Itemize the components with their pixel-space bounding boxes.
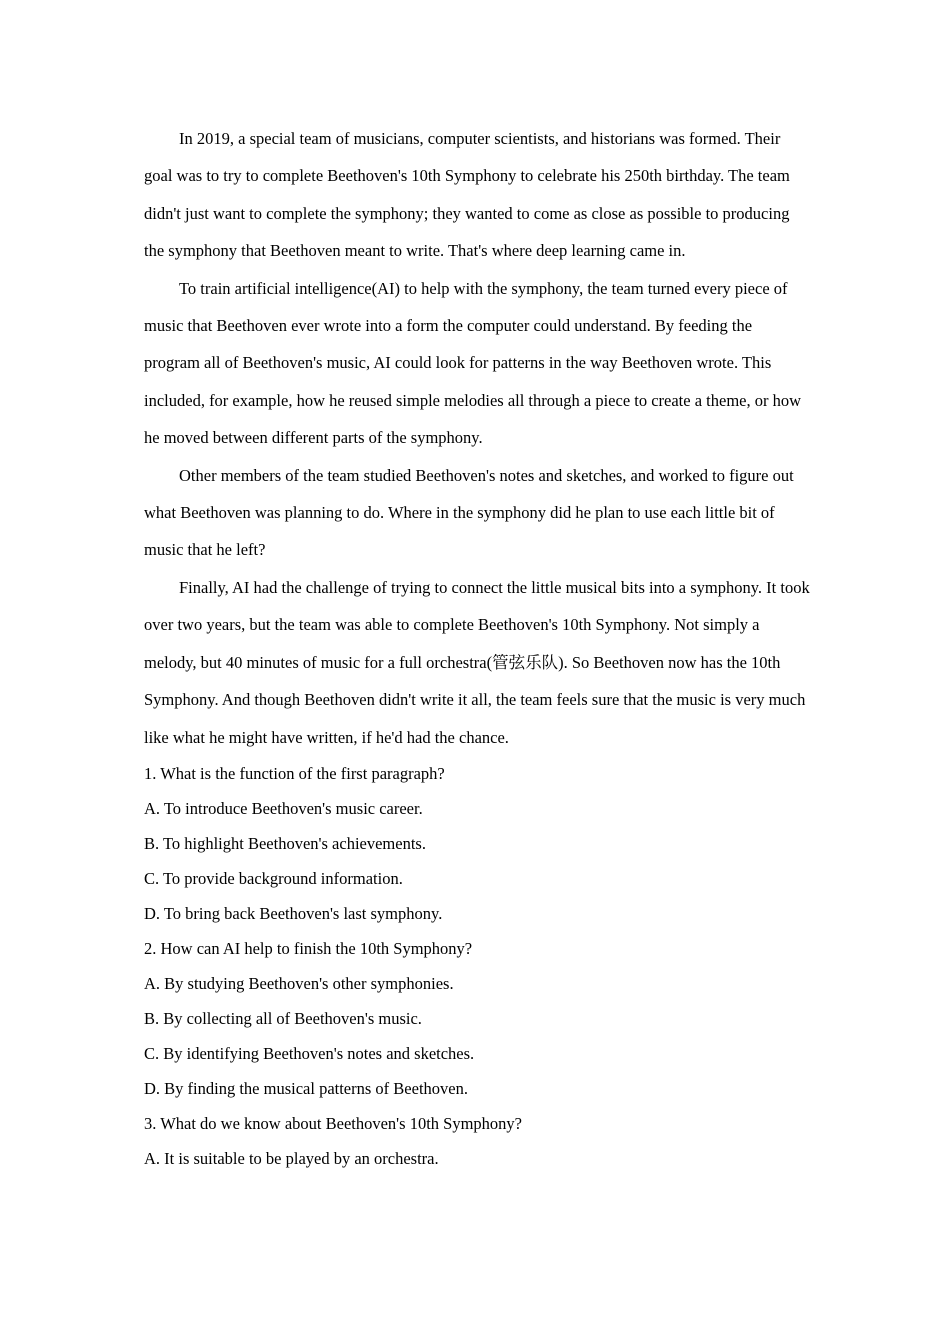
question-stem: 3. What do we know about Beethoven's 10th Symphony? <box>144 1113 522 1133</box>
question-3 <box>144 1106 810 1176</box>
question-stem: 2. How can AI help to finish the 10th Symphony? <box>144 938 473 958</box>
option-b: B. By collecting all of Beethoven's music. <box>144 1008 422 1028</box>
passage-paragraph-2: To train artificial intelligence(AI) to help with the symphony, the team turned every piece of music that Beethoven ever wrote into a form the computer could understand. By feeding the program all of Beethoven's music, AI could look for patterns in the way Beethoven wrote. This included, for example, how he reused simple melodies all through a piece to create a theme, or how he moved between different parts of the symphony. <box>144 278 802 448</box>
passage-paragraph-3: Other members of the team studied Beethoven's notes and sketches, and worked to figure out what Beethoven was planning to do. Where in the symphony did he plan to use each little bit of music that he left? <box>144 465 794 560</box>
document-page <box>144 120 810 1176</box>
option-a: A. By studying Beethoven's other symphonies. <box>144 973 454 993</box>
passage-paragraph-4: Finally, AI had the challenge of trying to connect the little musical bits into a symphony. It took over two years, but the team was able to complete Beethoven's 10th Symphony. Not simply a melody, but 40 minutes of music for a full orchestra(管弦乐队). So Beethoven now has the 10th Symphony. And though Beethoven didn't write it all, the team feels sure that the music is very much like what he might have written, if he'd had the chance. <box>144 577 810 747</box>
option-c: C. By identifying Beethoven's notes and sketches. <box>144 1043 475 1063</box>
option-a: A. It is suitable to be played by an orchestra. <box>144 1148 439 1168</box>
option-a: A. To introduce Beethoven's music career. <box>144 798 423 818</box>
question-1 <box>144 756 810 931</box>
option-c: C. To provide background information. <box>144 868 403 888</box>
option-d: D. To bring back Beethoven's last symphony. <box>144 903 443 923</box>
option-b: B. To highlight Beethoven's achievements. <box>144 833 426 853</box>
question-stem: 1. What is the function of the first paragraph? <box>144 763 445 783</box>
passage <box>144 120 810 756</box>
question-2 <box>144 931 810 1106</box>
passage-paragraph-1: In 2019, a special team of musicians, computer scientists, and historians was formed. Their goal was to try to complete Beethoven's 10th Symphony to celebrate his 250th birthday. The team didn't just want to complete the symphony; they wanted to come as close as possible to producing the symphony that Beethoven meant to write. That's where deep learning came in. <box>144 129 790 261</box>
option-d: D. By finding the musical patterns of Beethoven. <box>144 1078 468 1098</box>
